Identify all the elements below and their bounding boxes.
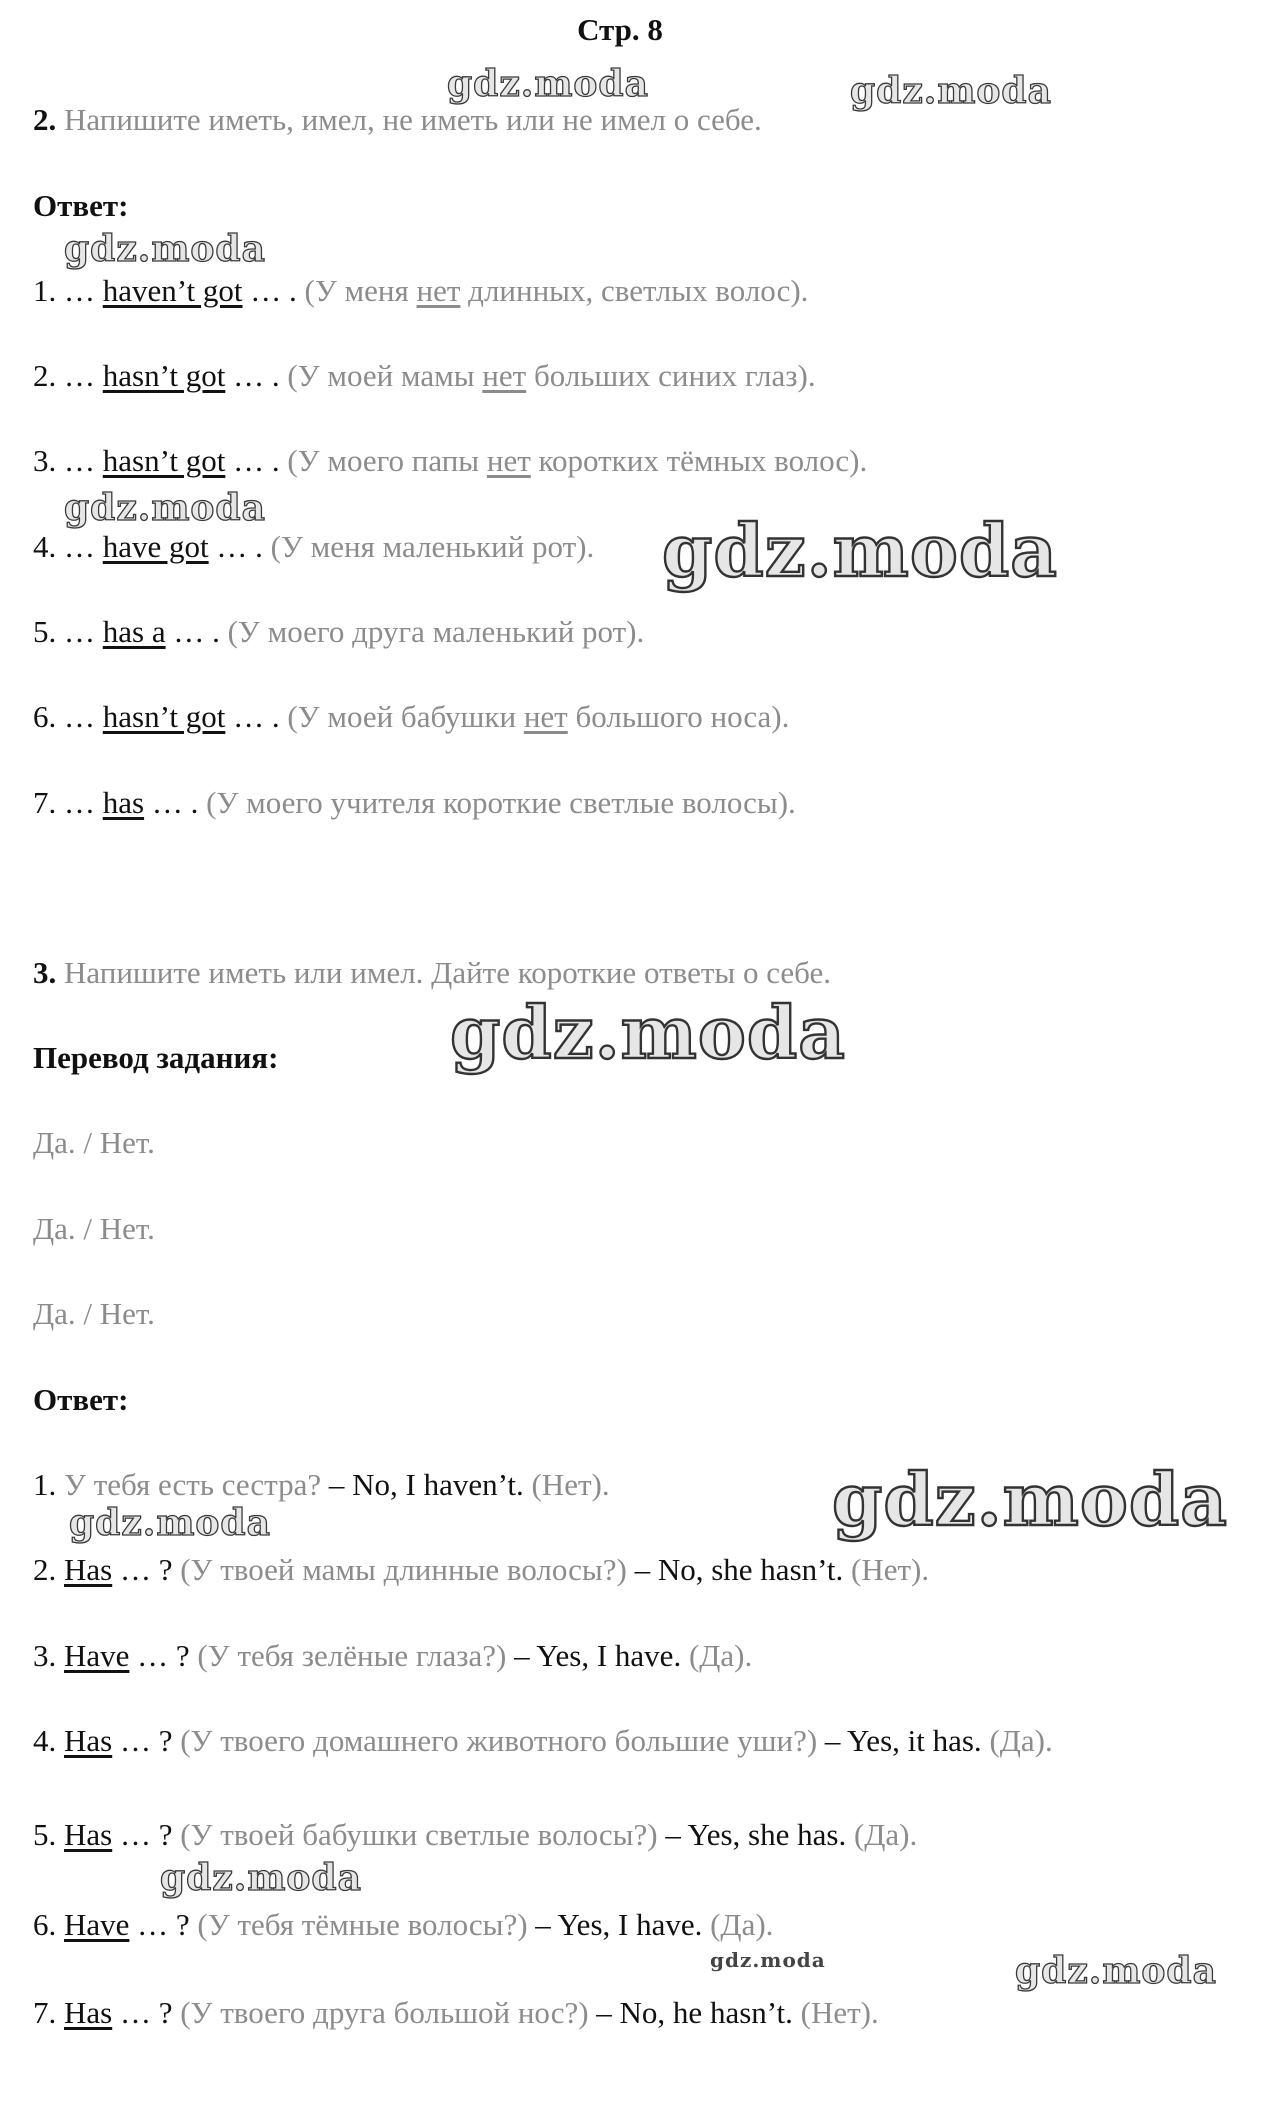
- item-number: 7.: [33, 1995, 57, 2030]
- item-translation: (Нет).: [792, 1995, 879, 2030]
- ex3-instruction-line: [33, 953, 831, 993]
- item-short-answer: – Yes, it has.: [817, 1723, 982, 1758]
- ex2-number: 2.: [33, 102, 57, 137]
- item-answer: Has: [64, 1817, 113, 1852]
- item-short-answer: – No, he hasn’t.: [588, 1995, 793, 2030]
- item-translation-end: больших синих глаз).: [526, 358, 816, 393]
- item-answer: has a: [102, 614, 166, 649]
- item-short-answer: – Yes, I have.: [527, 1907, 703, 1942]
- item-translation: (У меня: [304, 273, 417, 308]
- item-answer: haven’t got: [102, 273, 243, 308]
- ex3-translation-label: Перевод задания:: [33, 1040, 279, 1075]
- item-question: … ? (У тебя зелёные глаза?): [129, 1638, 507, 1673]
- ex2-item-4: [33, 527, 594, 567]
- watermark: gdz.moda: [447, 63, 649, 105]
- item-translation-underlined: нет: [416, 273, 461, 308]
- item-question: … ? (У твоего домашнего животного большие уши?): [112, 1723, 818, 1758]
- ex3-item-1: [33, 1465, 610, 1505]
- item-translation: (Нет).: [843, 1552, 930, 1587]
- item-short-answer: – No, I haven’t.: [321, 1467, 524, 1502]
- ex2-item-5: [33, 612, 644, 652]
- item-short-answer: – No, she hasn’t.: [626, 1552, 844, 1587]
- item-translation-end: длинных, светлых волос).: [460, 273, 809, 308]
- item-translation: (Нет).: [523, 1467, 610, 1502]
- item-translation: (Да).: [846, 1817, 918, 1852]
- item-answer: hasn’t got: [102, 443, 226, 478]
- watermark: gdz.moda: [710, 1948, 826, 1972]
- item-number: 2. …: [33, 358, 95, 393]
- item-short-answer: – Yes, I have.: [506, 1638, 682, 1673]
- yes-no-2: Да. / Нет.: [33, 1211, 155, 1246]
- item-translation: (Да).: [981, 1723, 1053, 1758]
- ex2-instruction: Напишите иметь, имел, не иметь или не имел о себе.: [64, 102, 762, 137]
- item-translation: (У моей мамы: [287, 358, 483, 393]
- item-answer: hasn’t got: [102, 358, 226, 393]
- item-number: 3. …: [33, 443, 95, 478]
- item-answer: Have: [64, 1638, 130, 1673]
- item-number: 6.: [33, 1907, 57, 1942]
- item-dots: … .: [242, 273, 305, 308]
- watermark: gdz.moda: [662, 508, 1058, 593]
- item-translation-underlined: нет: [523, 699, 568, 734]
- item-translation: (Да).: [681, 1638, 753, 1673]
- ex2-item-2: [33, 356, 816, 396]
- watermark: gdz.moda: [850, 70, 1052, 112]
- item-number: 6. …: [33, 699, 95, 734]
- item-translation: (У меня маленький рот).: [270, 529, 595, 564]
- item-answer: Has: [64, 1723, 113, 1758]
- item-question: … ? (У тебя тёмные волосы?): [129, 1907, 528, 1942]
- watermark: gdz.moda: [64, 487, 266, 529]
- ex3-item-7: [33, 1993, 879, 2033]
- item-translation: (У моего папы: [287, 443, 487, 478]
- item-number: 3.: [33, 1638, 57, 1673]
- ex2-instruction-line: [33, 100, 762, 140]
- yes-no-1: Да. / Нет.: [33, 1125, 155, 1160]
- item-number: 7. …: [33, 785, 95, 820]
- item-translation: (У моего друга маленький рот).: [227, 614, 645, 649]
- item-question: У тебя есть сестра?: [56, 1467, 322, 1502]
- ex3-number: 3.: [33, 955, 57, 990]
- item-dots: … .: [144, 785, 207, 820]
- ex2-item-3: [33, 441, 867, 481]
- item-translation: (Да).: [702, 1907, 774, 1942]
- ex3-item-5: [33, 1815, 917, 1855]
- item-dots: … .: [225, 699, 288, 734]
- item-number: 1. …: [33, 273, 95, 308]
- item-dots: … .: [225, 443, 288, 478]
- item-translation: (У моего учителя короткие светлые волосы).: [206, 785, 796, 820]
- item-short-answer: – Yes, she has.: [657, 1817, 847, 1852]
- ex2-item-7: [33, 783, 796, 823]
- watermark: gdz.moda: [1015, 1950, 1217, 1992]
- item-translation-end: большого носа).: [567, 699, 790, 734]
- item-answer: Have: [64, 1907, 130, 1942]
- item-answer: Has: [64, 1552, 113, 1587]
- item-question: … ? (У твоего друга большой нос?): [112, 1995, 589, 2030]
- ex2-item-1: [33, 271, 808, 311]
- item-number: 4.: [33, 1723, 57, 1758]
- item-number: 4. …: [33, 529, 95, 564]
- page-title: Стр. 8: [577, 12, 663, 47]
- ex3-item-3: [33, 1636, 752, 1676]
- ex2-answer-label: Ответ:: [33, 188, 129, 223]
- item-number: 5.: [33, 1817, 57, 1852]
- watermark: gdz.moda: [64, 228, 266, 270]
- item-answer: Has: [64, 1995, 113, 2030]
- watermark: gdz.moda: [160, 1857, 362, 1899]
- item-dots: … .: [165, 614, 228, 649]
- item-number: 1.: [33, 1467, 57, 1502]
- ex3-instruction: Напишите иметь или имел. Дайте короткие ответы о себе.: [64, 955, 832, 990]
- yes-no-3: Да. / Нет.: [33, 1296, 155, 1331]
- ex3-item-4: [33, 1721, 1053, 1761]
- item-dots: … .: [208, 529, 271, 564]
- ex2-item-6: [33, 697, 789, 737]
- item-dots: … .: [225, 358, 288, 393]
- item-question: … ? (У твоей мамы длинные волосы?): [112, 1552, 627, 1587]
- item-translation: (У моей бабушки: [287, 699, 524, 734]
- item-answer: has: [102, 785, 145, 820]
- ex3-answer-label: Ответ:: [33, 1382, 129, 1417]
- item-number: 5. …: [33, 614, 95, 649]
- item-number: 2.: [33, 1552, 57, 1587]
- item-answer: hasn’t got: [102, 699, 226, 734]
- watermark: gdz.moda: [69, 1502, 271, 1544]
- item-translation-underlined: нет: [482, 358, 527, 393]
- item-question: … ? (У твоей бабушки светлые волосы?): [112, 1817, 658, 1852]
- ex3-item-6: [33, 1905, 773, 1945]
- watermark: gdz.moda: [450, 990, 846, 1075]
- ex3-item-2: [33, 1550, 929, 1590]
- item-answer: have got: [102, 529, 209, 564]
- watermark: gdz.moda: [832, 1457, 1228, 1542]
- item-translation-end: коротких тёмных волос).: [530, 443, 868, 478]
- item-translation-underlined: нет: [486, 443, 531, 478]
